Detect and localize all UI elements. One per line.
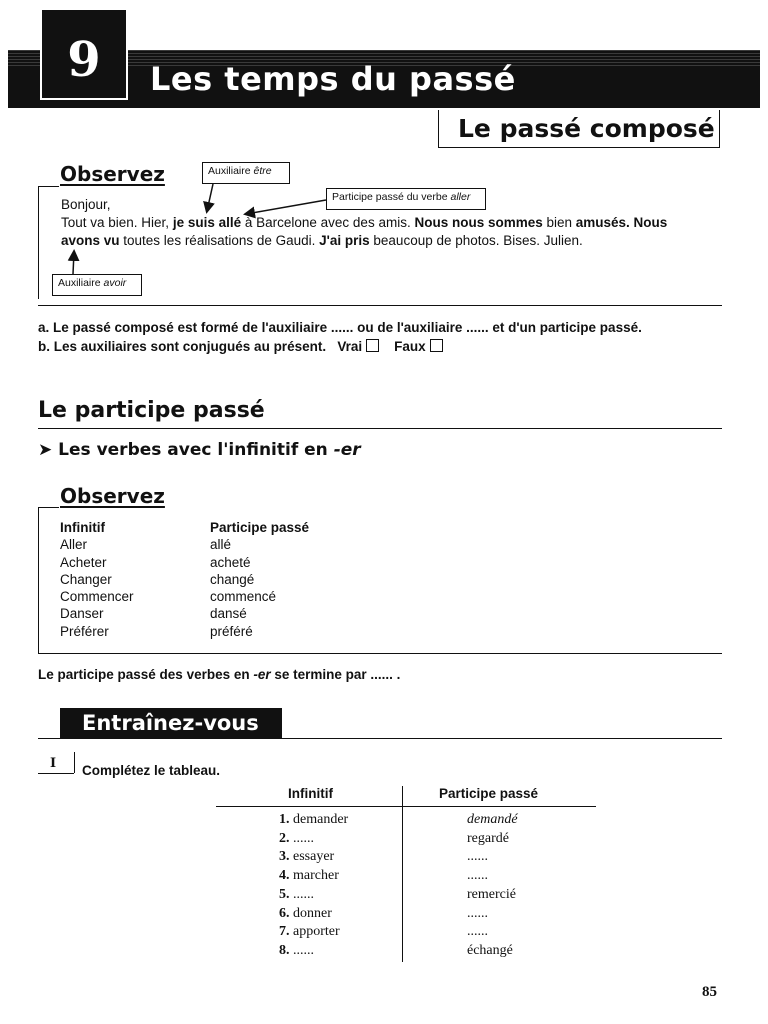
verb-participe: allé bbox=[210, 537, 232, 553]
exercise-row-participe[interactable]: regardé bbox=[467, 830, 509, 846]
verb-table-participe: Participe passé allé acheté changé commencé dansé préféré bbox=[210, 520, 310, 639]
train-heading: Entraînez-vous bbox=[60, 708, 282, 738]
verb-participe: dansé bbox=[210, 606, 247, 622]
arrow-to-suis bbox=[207, 184, 213, 211]
letter-text-run: avons vu bbox=[61, 233, 120, 248]
letter-text-run: Tout va bien. Hier, bbox=[61, 215, 173, 230]
exercise-infinitif-column bbox=[279, 811, 348, 961]
verb-participe: préféré bbox=[210, 623, 253, 639]
verb-infinitif: Acheter bbox=[60, 554, 107, 570]
arrow-to-alle bbox=[246, 200, 326, 214]
verb-participe: commencé bbox=[210, 589, 277, 605]
exercise-row-number: 7. bbox=[279, 924, 290, 940]
exercise-row-infinitif-text: marcher bbox=[289, 868, 339, 884]
participe-rule: Le participe passé des verbes en -er se termine par ...... . bbox=[38, 667, 401, 682]
exercise-row-number: 6. bbox=[279, 905, 290, 921]
exercise-row-infinitif-text: ...... bbox=[289, 830, 314, 846]
letter-text-run: Nous nous sommes bbox=[414, 215, 543, 230]
verb-infinitif: Aller bbox=[60, 537, 88, 553]
verb-participe: changé bbox=[210, 571, 255, 587]
exercise-row-infinitif[interactable] bbox=[279, 811, 348, 830]
label-auxiliaire-avoir: Auxiliaire avoir bbox=[52, 274, 142, 296]
verb-infinitif: Commencer bbox=[60, 589, 134, 605]
observe-bracket-2 bbox=[38, 507, 59, 654]
arrowhead-icon: ➤ bbox=[38, 440, 53, 460]
label-auxiliaire-etre: Auxiliaire être bbox=[202, 162, 290, 184]
exercise-row-infinitif-text: demander bbox=[289, 812, 349, 827]
exercise-row-number: 5. bbox=[279, 886, 290, 902]
letter-text-run: amusés. Nous bbox=[575, 215, 668, 230]
exercise-row-infinitif[interactable] bbox=[279, 848, 348, 867]
exercise-row-infinitif[interactable] bbox=[279, 867, 348, 886]
exercise-row-infinitif[interactable] bbox=[279, 923, 348, 942]
subsection-heading: ➤ Les verbes avec l'infinitif en -er bbox=[38, 440, 361, 460]
exercise-row-participe[interactable]: demandé bbox=[467, 812, 518, 827]
verb-infinitif: Préférer bbox=[60, 623, 109, 639]
exercise-row-number: 4. bbox=[279, 868, 290, 884]
letter-text-run: toutes les réalisations de Gaudi. bbox=[119, 233, 320, 248]
table-header-participe: Participe passé bbox=[439, 786, 539, 801]
letter-text-run: bien bbox=[542, 215, 576, 230]
verb-table-infinitif: Infinitif Aller Acheter Changer Commencer Danser Préférer bbox=[60, 520, 134, 639]
exercise-row-infinitif[interactable] bbox=[279, 942, 348, 961]
checkbox-vrai[interactable] bbox=[366, 339, 379, 352]
arrows bbox=[0, 0, 768, 320]
exercise-number: I bbox=[50, 756, 57, 771]
exercise-row-participe[interactable]: remercié bbox=[467, 886, 516, 902]
exercise-row-participe[interactable]: ...... bbox=[467, 868, 488, 884]
exercise-row-infinitif-text: ...... bbox=[289, 886, 314, 902]
exercise-row-infinitif[interactable] bbox=[279, 830, 348, 849]
verb-participe: acheté bbox=[210, 554, 251, 570]
observe-heading: Observez bbox=[60, 162, 165, 186]
chapter-title: Les temps du passé bbox=[150, 60, 516, 98]
exercise-row-infinitif-text: essayer bbox=[289, 849, 335, 865]
exercise-row-infinitif-text: ...... bbox=[289, 942, 314, 958]
chapter-number: 9 bbox=[40, 8, 128, 100]
exercise-row-infinitif[interactable] bbox=[279, 905, 348, 924]
letter-text-run: je suis allé bbox=[172, 215, 242, 230]
exercise-row-participe[interactable]: échangé bbox=[467, 942, 513, 958]
checkbox-faux[interactable] bbox=[430, 339, 443, 352]
letter-line-1 bbox=[61, 214, 667, 232]
letter-text-run: beaucoup de photos. Bises. Julien. bbox=[369, 233, 583, 248]
question-a: a. Le passé composé est formé de l'auxiliaire ...... ou de l'auxiliaire ...... et d'un participe passé. bbox=[38, 320, 642, 335]
arrow-to-avons bbox=[73, 252, 74, 274]
chapter-subtitle: Le passé composé bbox=[458, 114, 715, 143]
question-b: b. Les auxiliaires sont conjugués au présent. Vrai Faux bbox=[38, 339, 443, 354]
table-header-infinitif: Infinitif bbox=[288, 786, 333, 801]
letter-text-run: à Barcelone avec des amis. bbox=[241, 215, 415, 230]
letter-text-run: J'ai pris bbox=[319, 233, 370, 248]
observe-heading-2: Observez bbox=[60, 484, 165, 508]
exercise-row-participe[interactable]: ...... bbox=[467, 924, 488, 940]
exercise-row-number: 2. bbox=[279, 830, 290, 846]
page-number: 85 bbox=[702, 984, 717, 1000]
exercise-row-number: 3. bbox=[279, 849, 290, 865]
section-rule bbox=[38, 428, 722, 429]
exercise-row-infinitif-text: apporter bbox=[289, 924, 340, 940]
exercise-number-bar bbox=[74, 752, 75, 773]
table-divider bbox=[402, 786, 403, 962]
exercise-number-underline bbox=[38, 773, 74, 774]
verb-infinitif: Changer bbox=[60, 571, 112, 587]
table-header-rule bbox=[216, 806, 596, 807]
exercise-row-participe[interactable]: ...... bbox=[467, 905, 488, 921]
exercise-row-participe[interactable]: ...... bbox=[467, 849, 488, 865]
letter-line-2 bbox=[61, 232, 583, 250]
exercise-instruction: Complétez le tableau. bbox=[82, 763, 221, 778]
exercise-row-number: 8. bbox=[279, 942, 290, 958]
verb-infinitif: Danser bbox=[60, 606, 104, 622]
train-rule bbox=[38, 738, 722, 739]
exercise-row-number: 1. bbox=[279, 812, 290, 827]
letter-greeting: Bonjour, bbox=[61, 197, 111, 212]
exercise-row-infinitif-text: donner bbox=[289, 905, 332, 921]
section-heading-participe: Le participe passé bbox=[38, 398, 265, 423]
exercise-participe-column bbox=[467, 811, 518, 961]
observe-bottom-rule-2 bbox=[38, 653, 722, 654]
label-participe-aller: Participe passé du verbe aller bbox=[326, 188, 486, 210]
exercise-row-infinitif[interactable] bbox=[279, 886, 348, 905]
